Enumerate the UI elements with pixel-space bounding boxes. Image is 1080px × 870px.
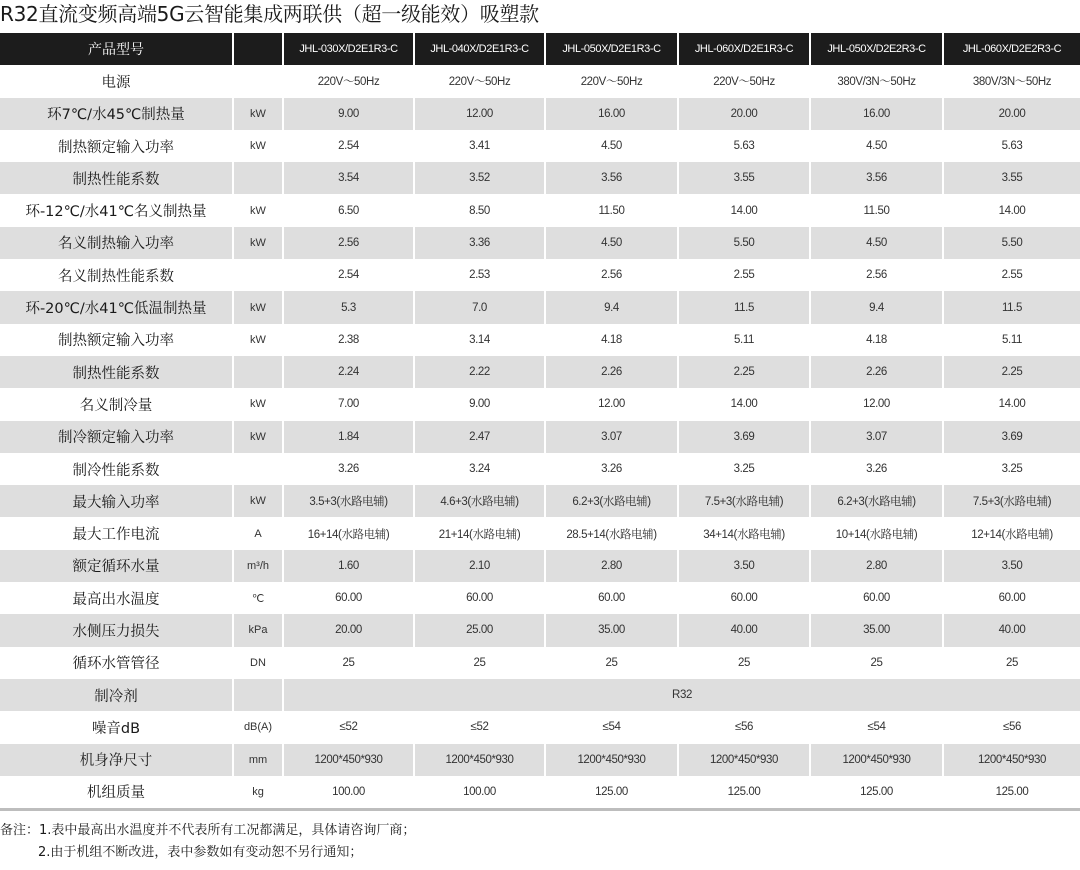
row-value: 14.00 bbox=[998, 398, 1026, 411]
row-label: 名义制冷量 bbox=[0, 388, 233, 420]
row-value: 11.5 bbox=[678, 291, 810, 323]
row-value: 5.11 bbox=[678, 324, 810, 356]
row-unit: kW bbox=[233, 388, 283, 420]
header-model: JHL-030X/D2E1R3-C bbox=[283, 33, 414, 65]
row-label: 水侧压力损失 bbox=[0, 614, 233, 646]
row-value: 5.50 bbox=[1001, 236, 1023, 249]
note-line: 备注：1.表中最高出水温度并不代表所有工况都满足，具体请咨询厂商； bbox=[0, 823, 416, 838]
row-value: 1200*450*930 bbox=[977, 753, 1047, 766]
row-unit: A bbox=[233, 517, 283, 549]
row-value: 3.54 bbox=[283, 162, 414, 194]
row-unit: m³/h bbox=[233, 550, 283, 582]
header-model: JHL-050X/D2E2R3-C bbox=[810, 33, 943, 65]
row-value: 3.50 bbox=[1001, 559, 1023, 572]
row-value: 2.38 bbox=[283, 324, 414, 356]
header-model: JHL-060X/D2E1R3-C bbox=[678, 33, 810, 65]
header-label: 产品型号 bbox=[0, 33, 233, 65]
row-value: 125.00 bbox=[545, 776, 678, 810]
row-unit bbox=[233, 162, 283, 194]
row-value: 1200*450*930 bbox=[283, 744, 414, 776]
row-value: 16+14(水路电辅) bbox=[283, 517, 414, 549]
row-value-merged: R32 bbox=[672, 689, 692, 702]
row-value: ≤56 bbox=[1003, 721, 1021, 734]
row-value: 1200*450*930 bbox=[545, 744, 678, 776]
row-value: 125.00 bbox=[810, 776, 943, 810]
table-row bbox=[0, 356, 1080, 388]
row-label: 制热性能系数 bbox=[0, 162, 233, 194]
row-value: 5.50 bbox=[678, 227, 810, 259]
header-unit bbox=[233, 33, 283, 65]
table-row bbox=[0, 679, 1080, 711]
row-value: 60.00 bbox=[810, 582, 943, 614]
row-value: 2.56 bbox=[810, 259, 943, 291]
header-model: JHL-050X/D2E1R3-C bbox=[545, 33, 678, 65]
row-value: 4.18 bbox=[545, 324, 678, 356]
table-row bbox=[0, 647, 1080, 679]
table-row bbox=[0, 776, 1080, 810]
row-value: 1.84 bbox=[283, 421, 414, 453]
row-value: 40.00 bbox=[998, 624, 1026, 637]
row-label: 制热额定输入功率 bbox=[0, 130, 233, 162]
row-value: 3.24 bbox=[414, 453, 545, 485]
row-label: 制冷额定输入功率 bbox=[0, 421, 233, 453]
row-value: 380V/3N～50Hz bbox=[972, 76, 1052, 89]
notes bbox=[0, 820, 415, 864]
table-row bbox=[0, 582, 1080, 614]
row-value: 9.00 bbox=[283, 98, 414, 130]
row-value: 20.00 bbox=[678, 98, 810, 130]
row-value: 1200*450*930 bbox=[678, 744, 810, 776]
row-value: 125.00 bbox=[678, 776, 810, 810]
table-body bbox=[0, 65, 1080, 809]
row-label: 最大输入功率 bbox=[0, 485, 233, 517]
row-unit: kW bbox=[233, 194, 283, 226]
row-label: 噪音dB bbox=[0, 711, 233, 743]
row-unit bbox=[233, 679, 283, 711]
row-label: 循环水管管径 bbox=[0, 647, 233, 679]
row-value: 14.00 bbox=[678, 388, 810, 420]
row-label: 最高出水温度 bbox=[0, 582, 233, 614]
row-value: 25 bbox=[678, 647, 810, 679]
row-value: 12+14(水路电辅) bbox=[971, 528, 1053, 541]
row-value: 100.00 bbox=[414, 776, 545, 810]
row-value: 3.36 bbox=[414, 227, 545, 259]
row-value: 125.00 bbox=[995, 785, 1029, 798]
table-row bbox=[0, 388, 1080, 420]
row-unit: mm bbox=[233, 744, 283, 776]
row-value: 4.50 bbox=[810, 130, 943, 162]
row-unit: dB(A) bbox=[233, 711, 283, 743]
row-label: 电源 bbox=[0, 65, 233, 97]
row-value: 2.25 bbox=[678, 356, 810, 388]
row-value: 2.80 bbox=[545, 550, 678, 582]
row-unit: kW bbox=[233, 291, 283, 323]
row-label: 额定循环水量 bbox=[0, 550, 233, 582]
row-unit: kW bbox=[233, 227, 283, 259]
table-row bbox=[0, 227, 1080, 259]
row-value: 7.5+3(水路电辅) bbox=[678, 485, 810, 517]
row-value: ≤52 bbox=[283, 711, 414, 743]
row-value: 2.56 bbox=[283, 227, 414, 259]
row-value: 4.50 bbox=[545, 227, 678, 259]
row-value: 34+14(水路电辅) bbox=[678, 517, 810, 549]
row-unit: kW bbox=[233, 130, 283, 162]
note-line: 2.由于机组不断改进，表中参数如有变动恕不另行通知； bbox=[38, 845, 363, 860]
row-value: 60.00 bbox=[545, 582, 678, 614]
table-row bbox=[0, 711, 1080, 743]
row-label: 制冷剂 bbox=[0, 679, 233, 711]
row-value: 2.56 bbox=[545, 259, 678, 291]
row-value: 60.00 bbox=[414, 582, 545, 614]
table-row bbox=[0, 517, 1080, 549]
row-value: 60.00 bbox=[678, 582, 810, 614]
row-value: 20.00 bbox=[283, 614, 414, 646]
row-value: 40.00 bbox=[678, 614, 810, 646]
row-value: 3.26 bbox=[810, 453, 943, 485]
table-row bbox=[0, 194, 1080, 226]
spec-table bbox=[0, 33, 1080, 811]
row-value: 12.00 bbox=[414, 98, 545, 130]
row-value: ≤54 bbox=[545, 711, 678, 743]
row-value: 3.55 bbox=[678, 162, 810, 194]
row-value: 7.0 bbox=[414, 291, 545, 323]
table-row bbox=[0, 259, 1080, 291]
row-label: 环-20℃/水41℃低温制热量 bbox=[0, 291, 233, 323]
row-unit: kg bbox=[233, 776, 283, 810]
row-unit: kW bbox=[233, 421, 283, 453]
row-value: ≤54 bbox=[810, 711, 943, 743]
row-value: 3.55 bbox=[1001, 172, 1023, 185]
row-value: 3.5+3(水路电辅) bbox=[283, 485, 414, 517]
row-value: 35.00 bbox=[545, 614, 678, 646]
row-label: 环-12℃/水41℃名义制热量 bbox=[0, 194, 233, 226]
row-value: 3.41 bbox=[414, 130, 545, 162]
row-value: 9.4 bbox=[545, 291, 678, 323]
row-label: 制冷性能系数 bbox=[0, 453, 233, 485]
row-value: 2.22 bbox=[414, 356, 545, 388]
row-value: 3.52 bbox=[414, 162, 545, 194]
row-value: 2.80 bbox=[810, 550, 943, 582]
row-value: 220V～50Hz bbox=[678, 65, 810, 97]
row-value: 3.69 bbox=[1001, 430, 1023, 443]
row-value: 12.00 bbox=[545, 388, 678, 420]
row-label: 机组质量 bbox=[0, 776, 233, 810]
row-value: 2.25 bbox=[1001, 366, 1023, 379]
page-title: R32直流变频高端5G云智能集成两联供（超一级能效）吸塑款 bbox=[0, 2, 539, 26]
row-value: 220V～50Hz bbox=[414, 65, 545, 97]
row-label: 制热额定输入功率 bbox=[0, 324, 233, 356]
row-value: 11.50 bbox=[545, 194, 678, 226]
row-value: 2.24 bbox=[283, 356, 414, 388]
row-value: 4.6+3(水路电辅) bbox=[414, 485, 545, 517]
header-model: JHL-040X/D2E1R3-C bbox=[414, 33, 545, 65]
table-row bbox=[0, 98, 1080, 130]
row-value: 4.50 bbox=[545, 130, 678, 162]
row-value: 10+14(水路电辅) bbox=[810, 517, 943, 549]
row-unit bbox=[233, 65, 283, 97]
row-unit: kW bbox=[233, 98, 283, 130]
row-value: 6.2+3(水路电辅) bbox=[810, 485, 943, 517]
row-value: 28.5+14(水路电辅) bbox=[545, 517, 678, 549]
row-value: 20.00 bbox=[998, 107, 1026, 120]
row-label: 名义制热输入功率 bbox=[0, 227, 233, 259]
row-value: 1200*450*930 bbox=[810, 744, 943, 776]
row-value: 25 bbox=[810, 647, 943, 679]
row-value: 2.26 bbox=[810, 356, 943, 388]
row-value: 60.00 bbox=[283, 582, 414, 614]
row-value: 5.63 bbox=[1001, 140, 1023, 153]
row-value: 3.07 bbox=[545, 421, 678, 453]
row-unit bbox=[233, 453, 283, 485]
table-row bbox=[0, 453, 1080, 485]
row-value: 11.5 bbox=[1002, 301, 1022, 314]
row-value: 2.54 bbox=[283, 259, 414, 291]
table-row bbox=[0, 421, 1080, 453]
row-label: 最大工作电流 bbox=[0, 517, 233, 549]
row-value: 2.55 bbox=[678, 259, 810, 291]
row-value: 25 bbox=[414, 647, 545, 679]
row-value: 3.07 bbox=[810, 421, 943, 453]
row-value: 9.00 bbox=[414, 388, 545, 420]
row-value: 14.00 bbox=[678, 194, 810, 226]
row-value: 7.00 bbox=[283, 388, 414, 420]
row-value: 9.4 bbox=[810, 291, 943, 323]
row-value: 4.50 bbox=[810, 227, 943, 259]
row-unit bbox=[233, 259, 283, 291]
row-value: 3.26 bbox=[283, 453, 414, 485]
row-value: 2.26 bbox=[545, 356, 678, 388]
row-value: 220V～50Hz bbox=[283, 65, 414, 97]
table-header-row bbox=[0, 33, 1080, 65]
row-value: 220V～50Hz bbox=[545, 65, 678, 97]
row-value: 3.69 bbox=[678, 421, 810, 453]
row-value: 12.00 bbox=[810, 388, 943, 420]
row-value: 5.3 bbox=[283, 291, 414, 323]
table-row bbox=[0, 614, 1080, 646]
row-value: ≤56 bbox=[678, 711, 810, 743]
table-row bbox=[0, 130, 1080, 162]
row-unit bbox=[233, 356, 283, 388]
row-value: 2.54 bbox=[283, 130, 414, 162]
table-row bbox=[0, 291, 1080, 323]
row-value: 6.50 bbox=[283, 194, 414, 226]
row-label: 机身净尺寸 bbox=[0, 744, 233, 776]
row-unit: kW bbox=[233, 485, 283, 517]
table-row bbox=[0, 324, 1080, 356]
row-value: 3.25 bbox=[1001, 463, 1023, 475]
row-unit: ℃ bbox=[233, 582, 283, 614]
table-row bbox=[0, 485, 1080, 517]
row-value: ≤52 bbox=[414, 711, 545, 743]
row-value: 14.00 bbox=[998, 204, 1026, 217]
row-value: 11.50 bbox=[810, 194, 943, 226]
row-label: 制热性能系数 bbox=[0, 356, 233, 388]
row-value: 3.50 bbox=[678, 550, 810, 582]
row-value: 3.56 bbox=[810, 162, 943, 194]
table-row bbox=[0, 744, 1080, 776]
row-label: 环7℃/水45℃制热量 bbox=[0, 98, 233, 130]
row-value: 25.00 bbox=[414, 614, 545, 646]
row-value: 3.56 bbox=[545, 162, 678, 194]
row-value: 25 bbox=[1006, 656, 1018, 669]
header-model: JHL-060X/D2E2R3-C bbox=[962, 43, 1062, 56]
row-label: 名义制热性能系数 bbox=[0, 259, 233, 291]
row-value: 3.14 bbox=[414, 324, 545, 356]
table-row bbox=[0, 65, 1080, 97]
row-unit: kPa bbox=[233, 614, 283, 646]
row-value: 2.55 bbox=[1001, 269, 1023, 282]
row-value: 21+14(水路电辅) bbox=[414, 517, 545, 549]
row-value: 4.18 bbox=[810, 324, 943, 356]
table-row bbox=[0, 162, 1080, 194]
row-value: 3.25 bbox=[678, 453, 810, 485]
row-value: 16.00 bbox=[810, 98, 943, 130]
row-value: 2.10 bbox=[414, 550, 545, 582]
row-value: 5.63 bbox=[678, 130, 810, 162]
row-value: 2.47 bbox=[414, 421, 545, 453]
row-value: 7.5+3(水路电辅) bbox=[972, 496, 1052, 509]
row-value: 25 bbox=[545, 647, 678, 679]
row-unit: DN bbox=[233, 647, 283, 679]
table-row bbox=[0, 550, 1080, 582]
row-value: 5.11 bbox=[1002, 333, 1022, 346]
row-value: 380V/3N～50Hz bbox=[810, 65, 943, 97]
row-value: 6.2+3(水路电辅) bbox=[545, 485, 678, 517]
row-value: 16.00 bbox=[545, 98, 678, 130]
row-value: 100.00 bbox=[283, 776, 414, 810]
row-value: 1200*450*930 bbox=[414, 744, 545, 776]
row-value: 25 bbox=[283, 647, 414, 679]
row-value: 3.26 bbox=[545, 453, 678, 485]
row-value: 60.00 bbox=[998, 592, 1026, 605]
row-value: 1.60 bbox=[283, 550, 414, 582]
row-value: 2.53 bbox=[414, 259, 545, 291]
row-unit: kW bbox=[233, 324, 283, 356]
row-value: 8.50 bbox=[414, 194, 545, 226]
row-value: 35.00 bbox=[810, 614, 943, 646]
